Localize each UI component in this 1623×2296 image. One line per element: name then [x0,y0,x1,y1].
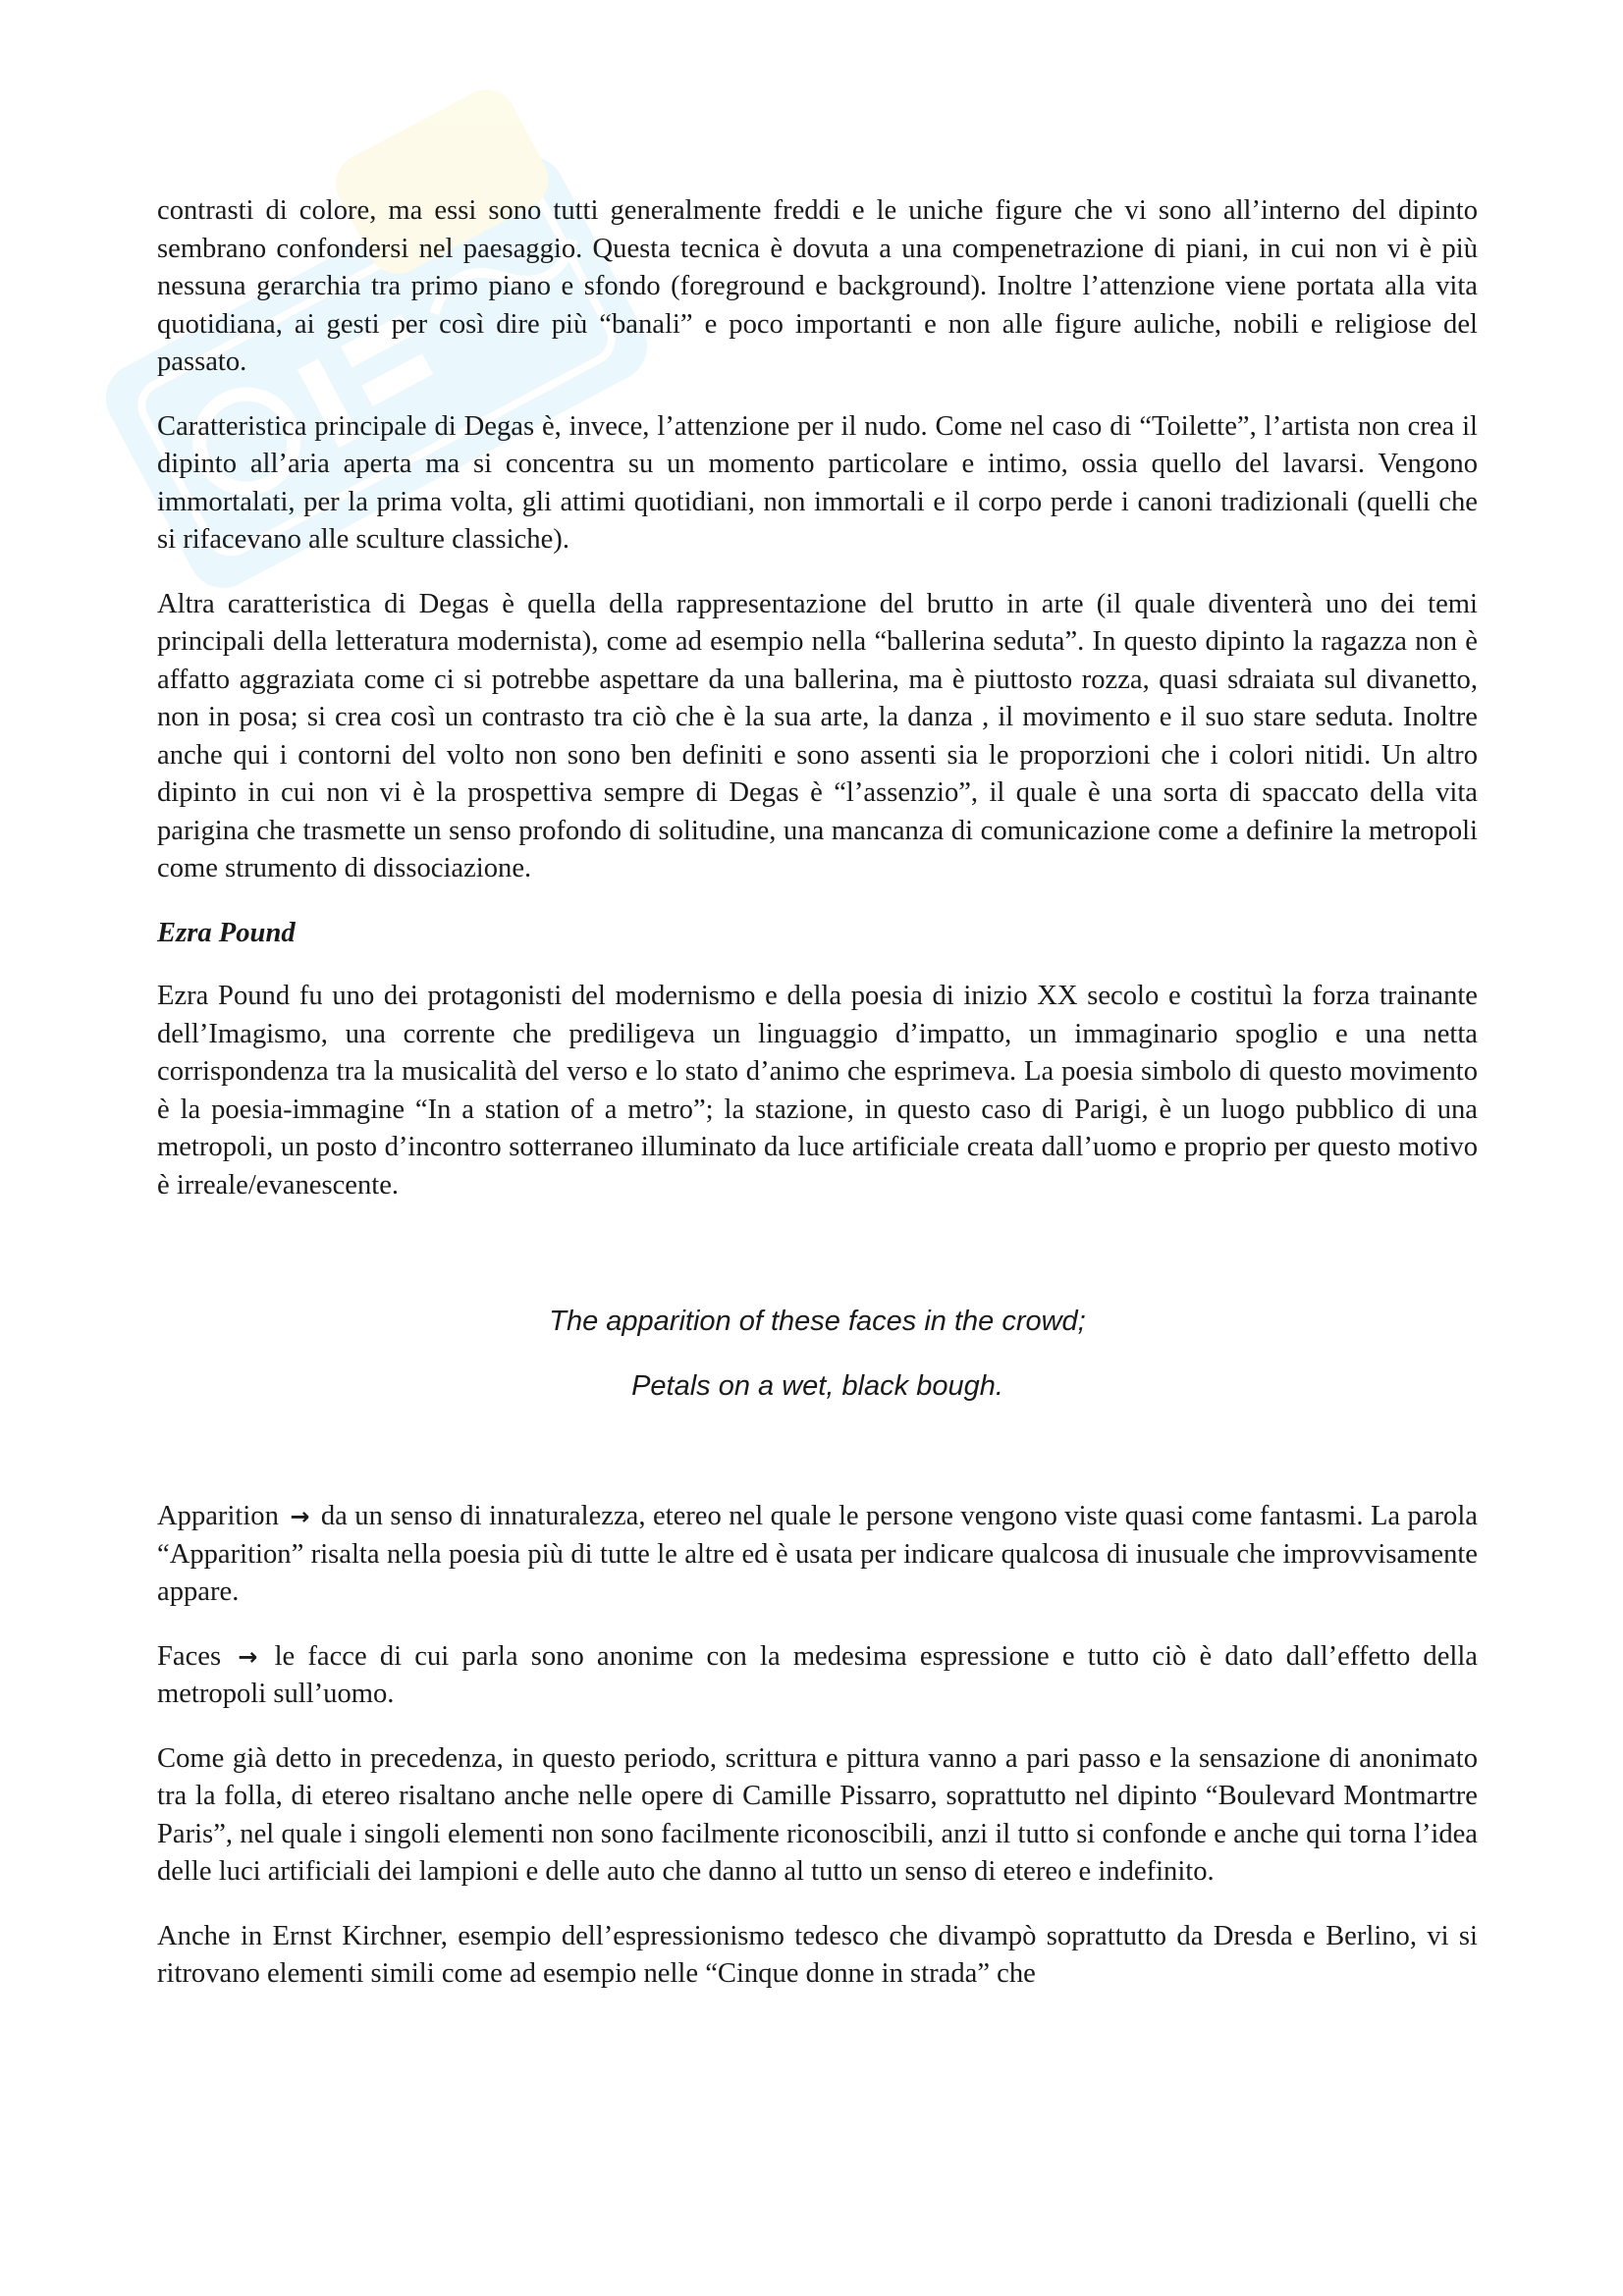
section-heading-ezra-pound: Ezra Pound [157,917,296,948]
poem-line-2: Petals on a wet, black bough. [631,1370,1003,1402]
paragraph-pissarro: Come già detto in precedenza, in questo periodo, scrittura e pittura vanno a pari passo e la sensazione di anonimato tra la folla, di etereo risaltano anche nelle opere di Camille Pissarro, soprattutto nel dipinto “Boulevard Montmartre Paris”, nel quale i singoli elementi non sono facilmente riconoscibili, anzi il tutto si confonde e anche qui torna l’idea delle luci artificiali dei lampioni e delle auto che danno al tutto un senso di etereo e indefinito. [157,1742,1478,1887]
paragraph-ezra-pound: Ezra Pound fu uno dei protagonisti del modernismo e della poesia di inizio XX secolo e costituì la forza trainante dell’Imagismo, una corrente che prediligeva un linguaggio d’impatto, un immaginario spoglio e una netta corrispondenza tra la musicalità del verso e lo stato d’animo che esprimeva. La poesia simbolo di questo movimento è la poesia-immagine “In a station of a metro”; la stazione, in questo caso di Parigi, è un luogo pubblico di una metropoli, un posto d’incontro sotterraneo illuminato da luce artificiale creata dall’uomo e proprio per questo motivo è irreale/evanescente. [157,981,1478,1201]
paragraph-degas-nude: Caratteristica principale di Degas è, invece, l’attenzione per il nudo. Come nel caso di “Toilette”, l’artista non crea il dipinto all’aria aperta ma si concentra su un momento particolare e intimo, ossia quello del lavarsi. Vengono immortalati, per la prima volta, gli attimi quotidiani, non immortali e il corpo perde i canoni tradizionali (quelli che si rifacevano alle sculture classiche). [157,410,1478,555]
paragraph-term-faces [157,1638,1478,1714]
paragraph-monet-colors: contrasti di colore, ma essi sono tutti generalmente freddi e le uniche figure che vi sono all’interno del dipinto sembrano confondersi nel paesaggio. Questa tecnica è dovuta a una compenetrazione di piani, in cui non vi è più nessuna gerarchia tra primo piano e sfondo (foreground e background). Inoltre l’attenzione viene portata alla vita quotidiana, ai gesti per così dire più “banali” e poco importanti e non alle figure auliche, nobili e religiose del passato. [157,195,1478,377]
term-faces-text: le facce di cui parla sono anonime con la medesima espressione e tutto ciò è dato dall’effetto della metropoli sull’uomo. [157,1640,1479,1709]
poem-line-1: The apparition of these faces in the crowd; [549,1306,1086,1337]
document-page [157,192,1478,2020]
term-apparition-text: da un senso di innaturalezza, etereo nel quale le persone vengono viste quasi come fantasmi. La parola “Apparition” risalta nella poesia più di tutte le altre ed è usata per indicare qualcosa di inusuale che improvvisamente appare. [157,1501,1478,1607]
arrow-right-icon: → [290,1503,310,1530]
term-faces: Faces [157,1640,222,1672]
term-apparition: Apparition [157,1501,279,1531]
paragraph-kirchner: Anche in Ernst Kirchner, esempio dell’espressionismo tedesco che divampò soprattutto da Dresda e Berlino, vi si ritrovano elementi simili come ad esempio nelle “Cinque donne in strada” che [157,1920,1478,1989]
arrow-right-icon: → [238,1642,258,1671]
paragraph-term-apparition [157,1498,1478,1612]
paragraph-degas-ugly: Altra caratteristica di Degas è quella della rappresentazione del brutto in arte (il quale diventerà uno dei temi principali della letteratura modernista), come ad esempio nella “ballerina seduta”. In questo dipinto la ragazza non è affatto aggraziata come ci si potrebbe aspettare da una ballerina, ma è piuttosto rozza, quasi sdraiata sul divanetto, non in posa; si crea così un contrasto tra ciò che è la sua arte, la danza , il movimento e il suo stare seduta. Inoltre anche qui i contorni del volto non sono ben definiti e sono assenti sia le proporzioni che i colori nitidi. Un altro dipinto in cui non vi è la prospettiva sempre di Degas è “l’assenzio”, il quale è una sorta di spaccato della vita parigina che trasmette un senso profondo di solitudine, una mancanza di comunicazione come a definire la metropoli come strumento di dissociazione. [157,588,1478,883]
poem-quote [157,1303,1478,1405]
